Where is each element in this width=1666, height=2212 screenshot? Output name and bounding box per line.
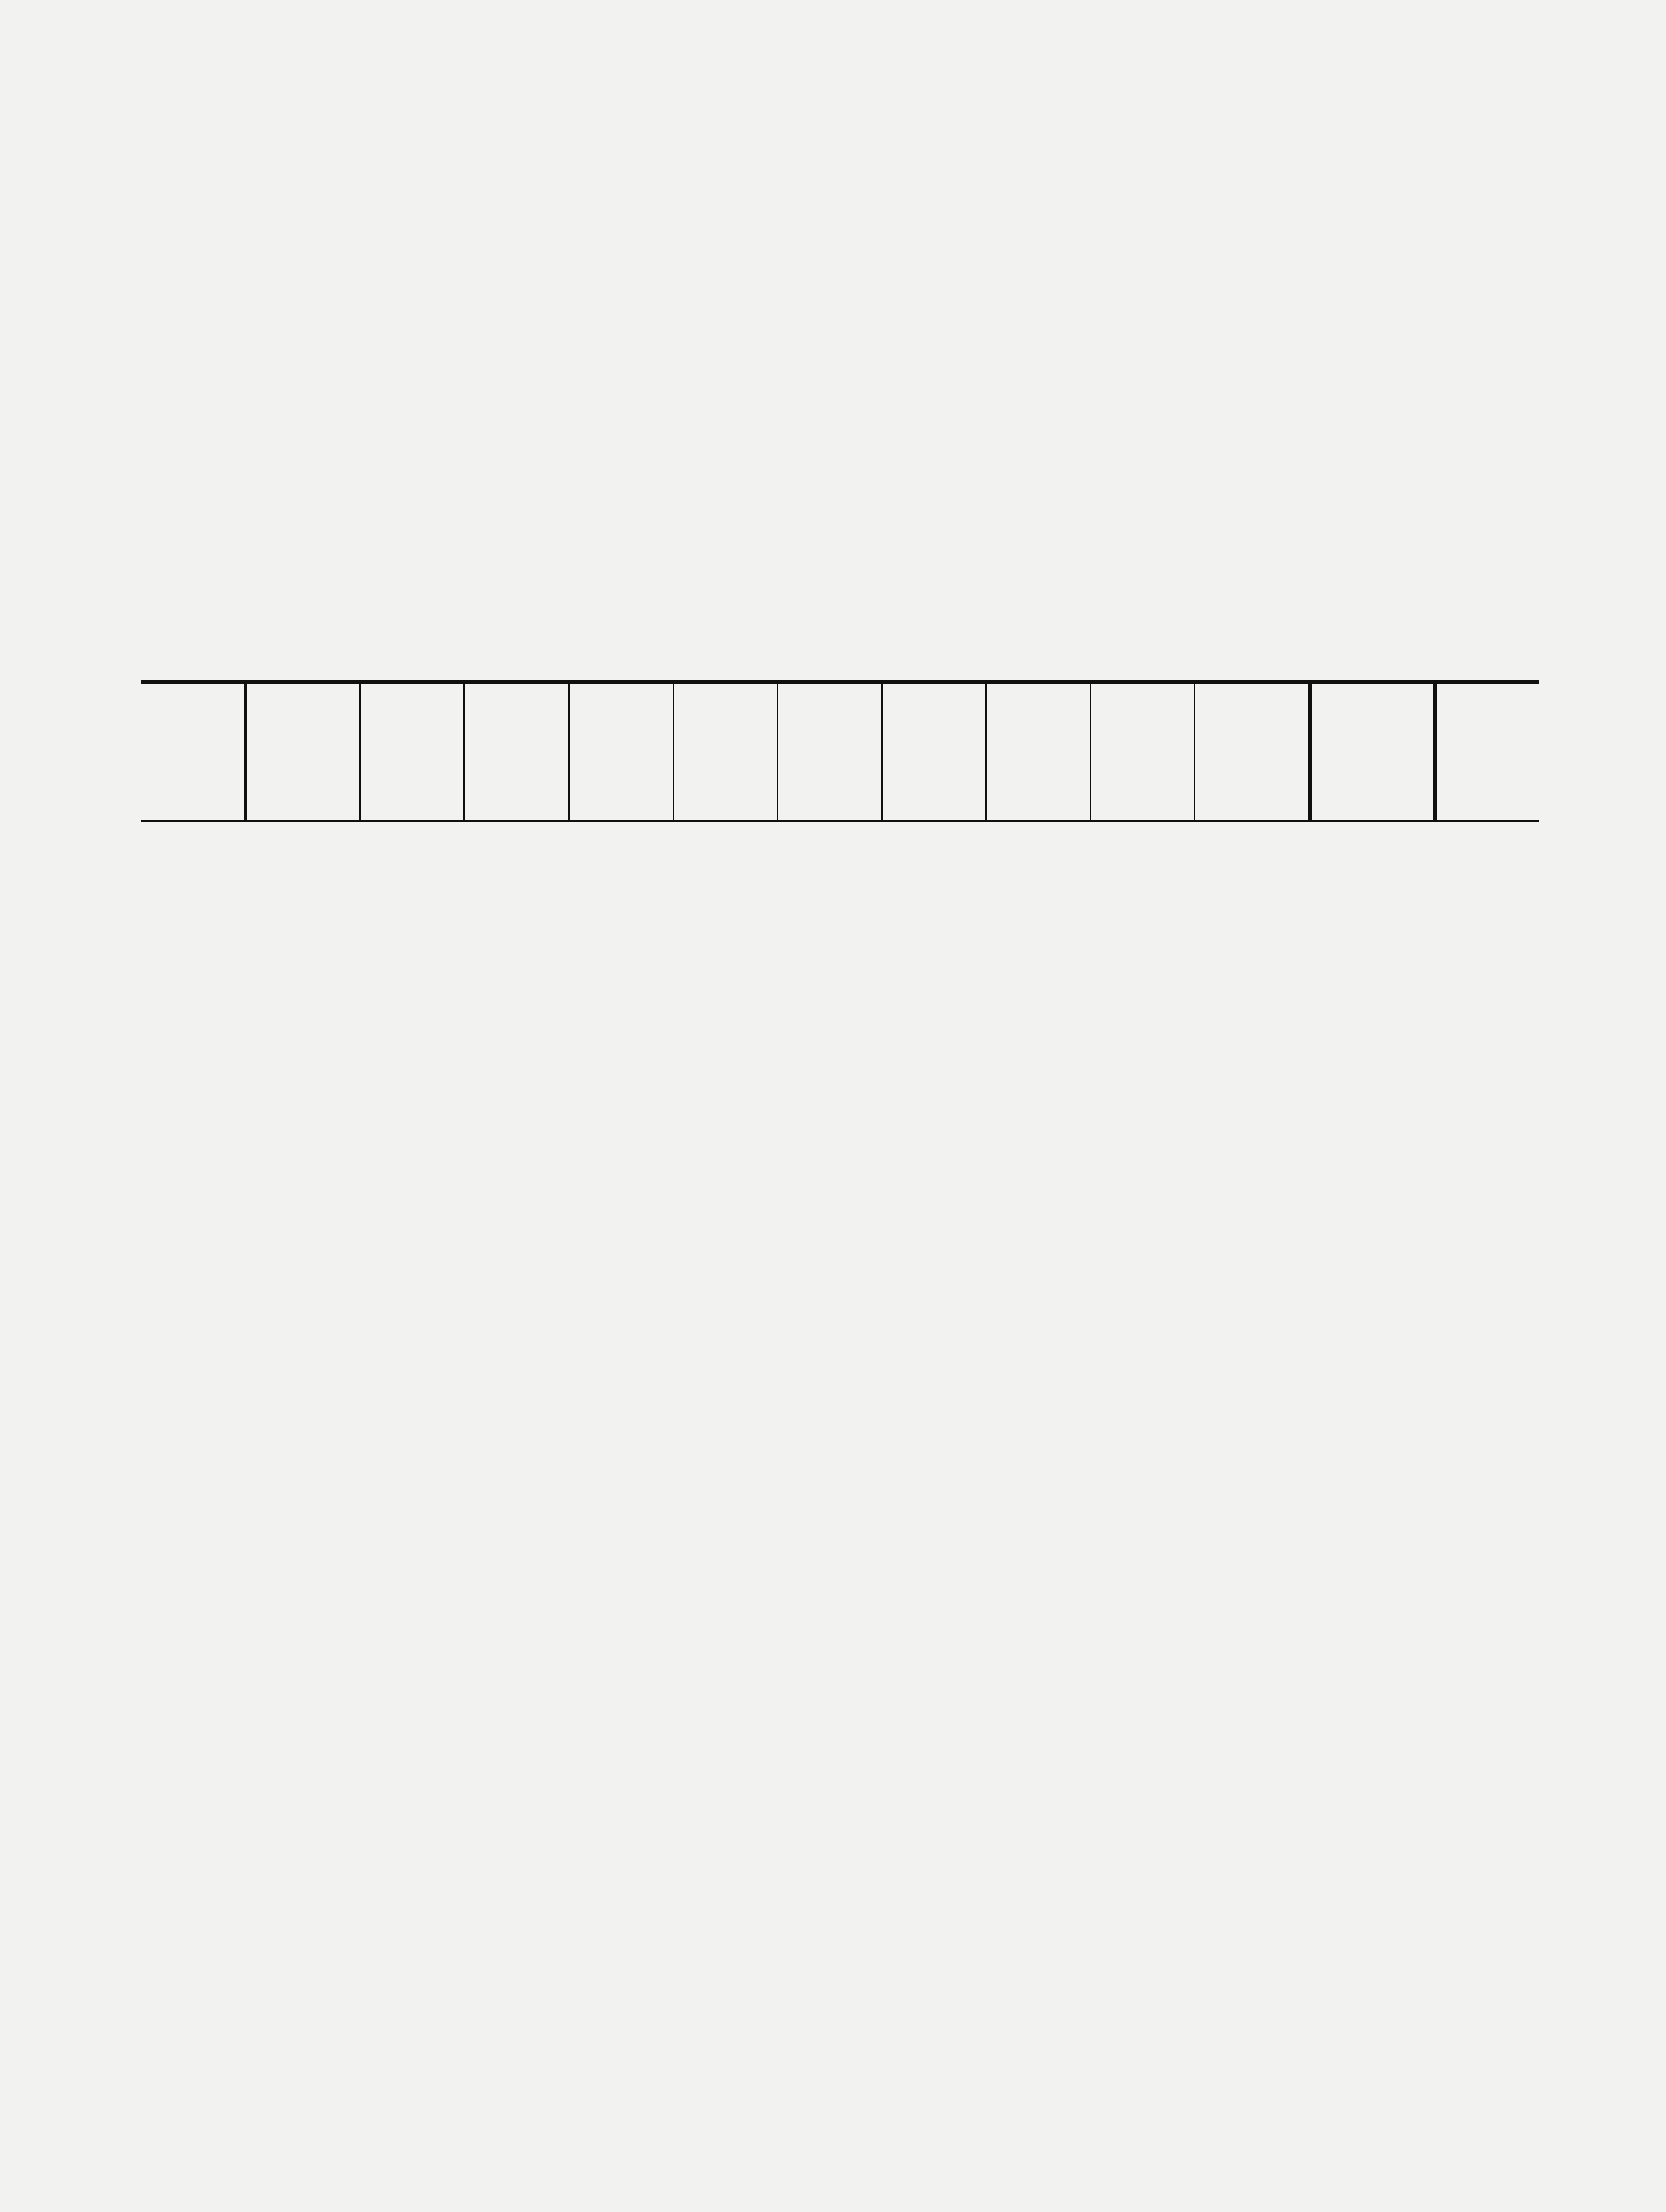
bestand-header — [1310, 682, 1435, 822]
column-header — [1090, 682, 1195, 822]
table-header-label — [141, 682, 245, 822]
column-header — [464, 682, 568, 822]
column-header — [360, 682, 464, 822]
column-header — [569, 682, 673, 822]
column-header — [1195, 682, 1309, 822]
column-header — [986, 682, 1090, 822]
column-header — [245, 682, 360, 822]
student-count-table — [141, 680, 1539, 822]
column-header — [882, 682, 986, 822]
table-header-row — [141, 682, 1539, 822]
summa-header — [1435, 682, 1539, 822]
column-header — [778, 682, 882, 822]
column-header — [673, 682, 778, 822]
